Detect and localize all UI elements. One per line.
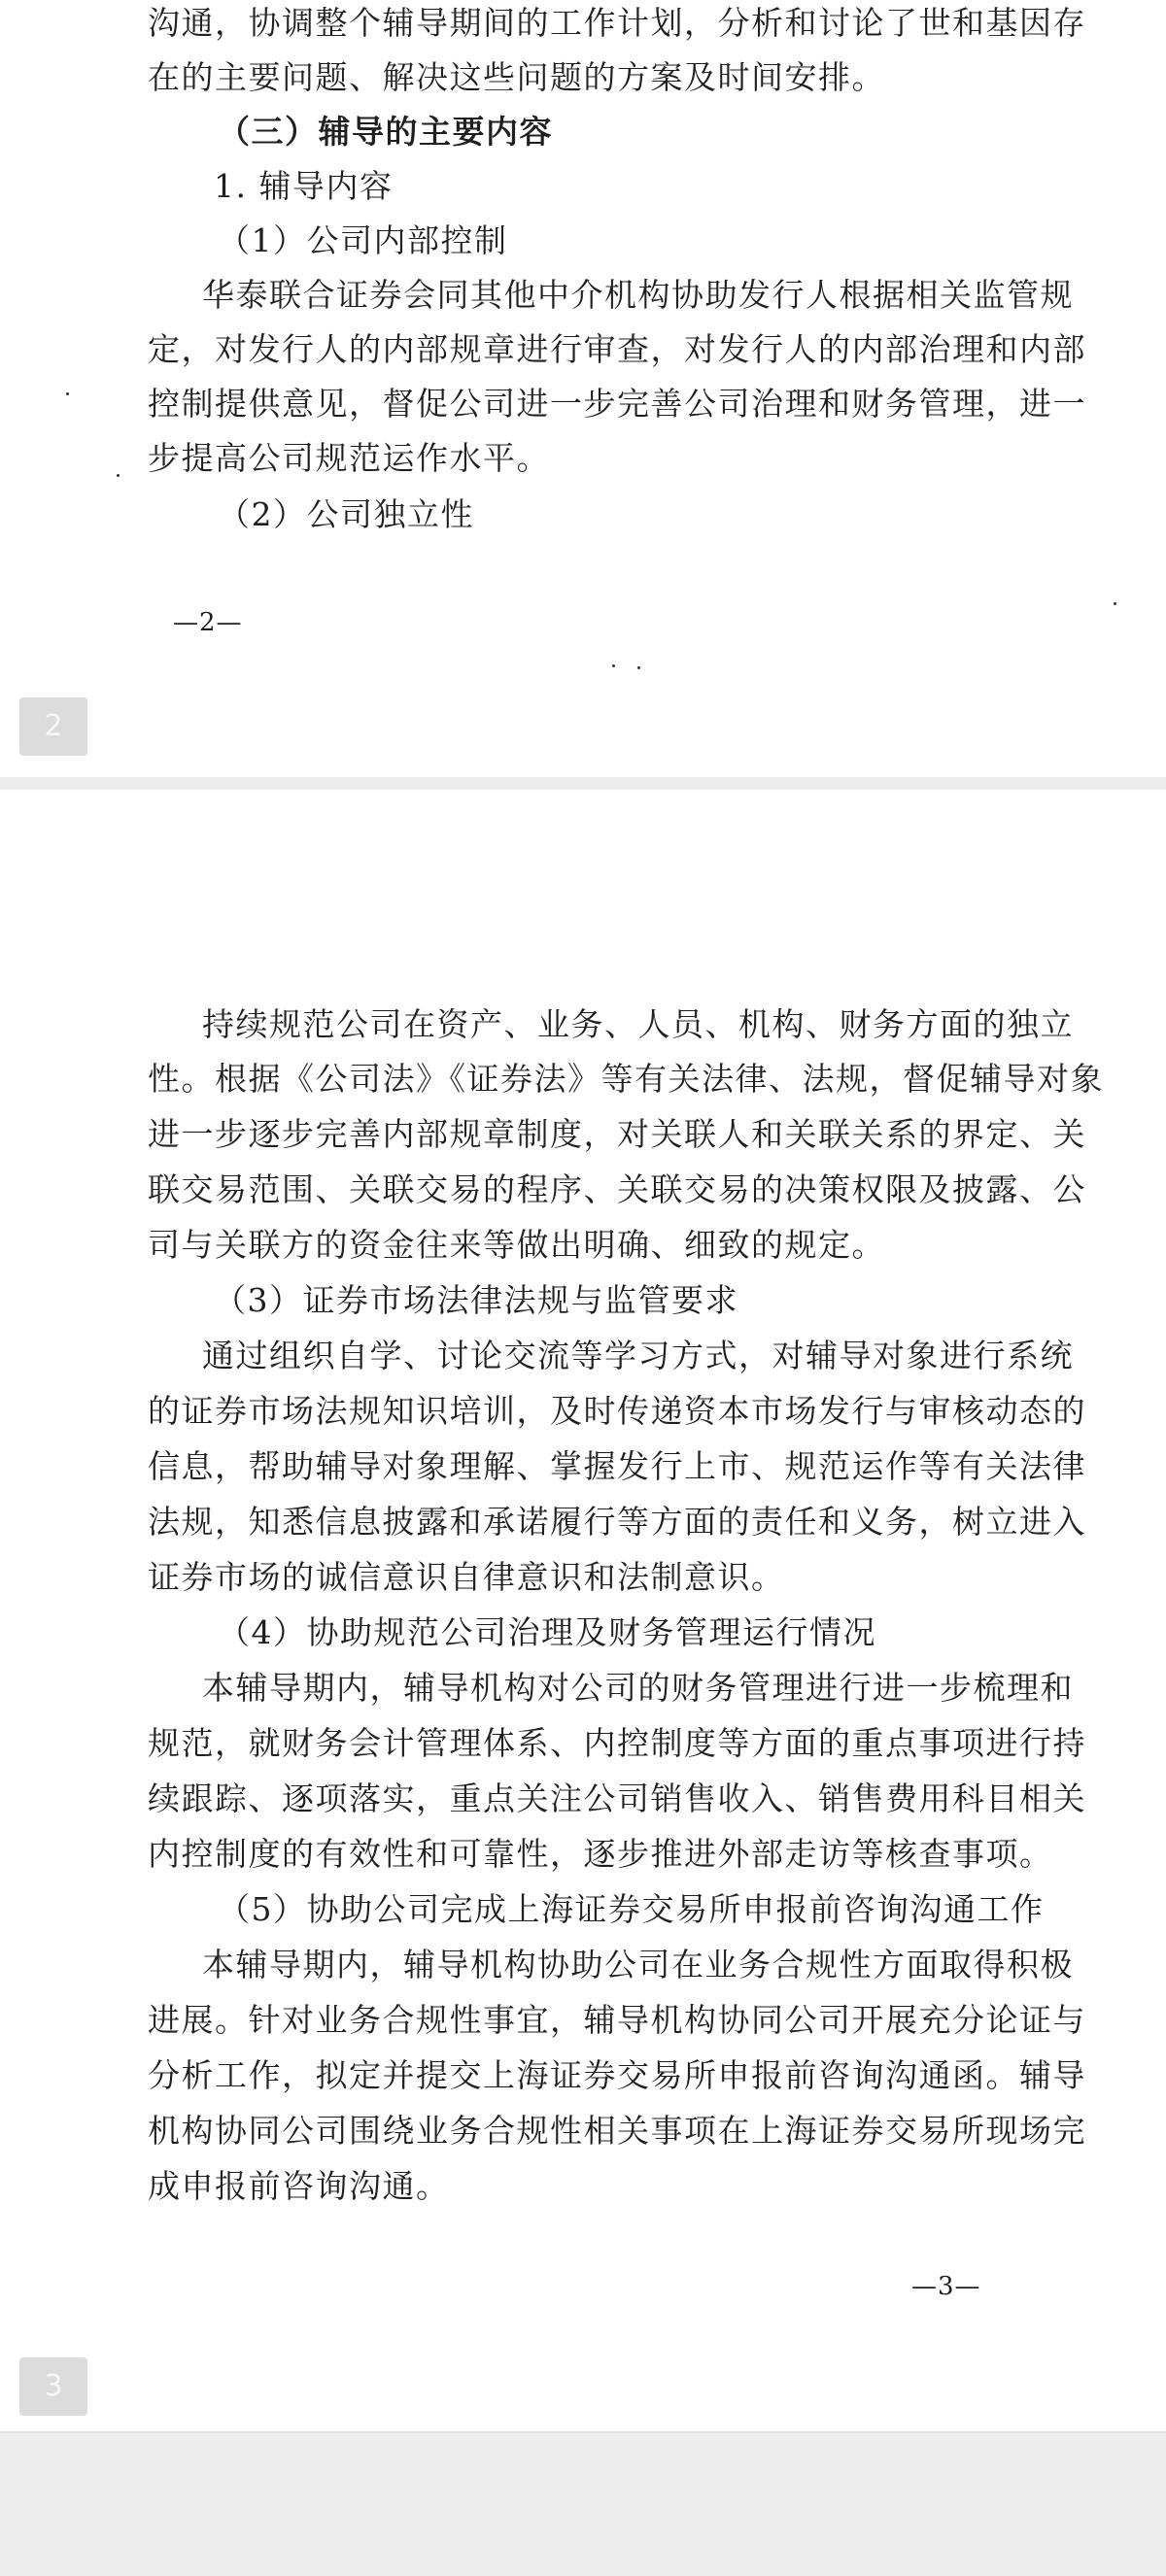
item-heading: （2）公司独立性 — [218, 495, 474, 533]
body-text-line: 控制提供意见，督促公司进一步完善公司治理和财务管理，进一 — [148, 385, 1086, 423]
body-text-line: 机构协同公司围绕业务合规性相关事项在上海证券交易所现场完 — [148, 2112, 1086, 2150]
item-heading: （5）协助公司完成上海证券交易所申报前咨询沟通工作 — [218, 1890, 1045, 1928]
body-text-line: 进展。针对业务合规性事宜，辅导机构协同公司开展充分论证与 — [148, 2001, 1086, 2039]
page-number-footer: —3— — [911, 2272, 981, 2301]
section-heading: （三）辅导的主要内容 — [218, 113, 553, 151]
scan-speck — [637, 666, 640, 669]
scan-speck — [612, 664, 615, 667]
scan-speck — [117, 474, 120, 477]
page-divider — [0, 2431, 1166, 2433]
item-heading: （1）公司内部控制 — [218, 221, 508, 259]
scan-speck — [1114, 602, 1116, 605]
item-heading: （4）协助规范公司治理及财务管理运行情况 — [218, 1613, 876, 1651]
body-text-line: 在的主要问题、解决这些问题的方案及时间安排。 — [148, 58, 885, 96]
body-text-line: 的证券市场法规知识培训，及时传递资本市场发行与审核动态的 — [148, 1392, 1086, 1430]
body-text-line: 联交易范围、关联交易的程序、关联交易的决策权限及披露、公 — [148, 1170, 1086, 1208]
document-page-2 — [0, 0, 1166, 777]
body-text-line: 成申报前咨询沟通。 — [148, 2167, 450, 2205]
body-text-line: 通过组织自学、讨论交流等学习方式，对辅导对象进行系统 — [202, 1337, 1074, 1374]
body-text-line: 法规，知悉信息披露和承诺履行等方面的责任和义务，树立进入 — [148, 1503, 1086, 1541]
body-text-line: 司与关联方的资金往来等做出明确、细致的规定。 — [148, 1226, 885, 1264]
body-text-line: 进一步逐步完善内部规章制度，对关联人和关联关系的界定、关 — [148, 1115, 1086, 1153]
page-indicator-badge: 3 — [19, 2357, 87, 2416]
body-text-line: 续跟踪、逐项落实，重点关注公司销售收入、销售费用科目相关 — [148, 1779, 1086, 1817]
body-text-line: 本辅导期内，辅导机构协助公司在业务合规性方面取得积极 — [202, 1946, 1074, 1983]
body-text-line: 步提高公司规范运作水平。 — [148, 439, 550, 477]
body-text-line: 信息，帮助辅导对象理解、掌握发行上市、规范运作等有关法律 — [148, 1447, 1086, 1485]
body-text-line: 规范，就财务会计管理体系、内控制度等方面的重点事项进行持 — [148, 1724, 1086, 1762]
scan-speck — [66, 392, 69, 395]
body-text-line: 华泰联合证券会同其他中介机构协助发行人根据相关监管规 — [202, 276, 1074, 314]
body-text-line: 本辅导期内，辅导机构对公司的财务管理进行进一步梳理和 — [202, 1669, 1074, 1707]
body-text-line: 持续规范公司在资产、业务、人员、机构、财务方面的独立 — [202, 1005, 1074, 1043]
document-page-3 — [0, 790, 1166, 2431]
subsection-heading: 1. 辅导内容 — [214, 167, 394, 205]
body-text-line: 定，对发行人的内部规章进行审查，对发行人的内部治理和内部 — [148, 330, 1086, 368]
body-text-line: 证券市场的诚信意识自律意识和法制意识。 — [148, 1558, 785, 1596]
body-text-line: 分析工作，拟定并提交上海证券交易所申报前咨询沟通函。辅导 — [148, 2056, 1086, 2094]
body-text-line: 性。根据《公司法》《证券法》等有关法律、法规，督促辅导对象 — [148, 1060, 1104, 1098]
item-heading: （3）证券市场法律法规与监管要求 — [214, 1281, 738, 1319]
body-text-line: 沟通，协调整个辅导期间的工作计划，分析和讨论了世和基因存 — [148, 4, 1086, 42]
page-indicator-badge: 2 — [19, 697, 87, 756]
body-text-line: 内控制度的有效性和可靠性，逐步推进外部走访等核查事项。 — [148, 1835, 1053, 1873]
page-number-footer: —2— — [173, 608, 243, 637]
